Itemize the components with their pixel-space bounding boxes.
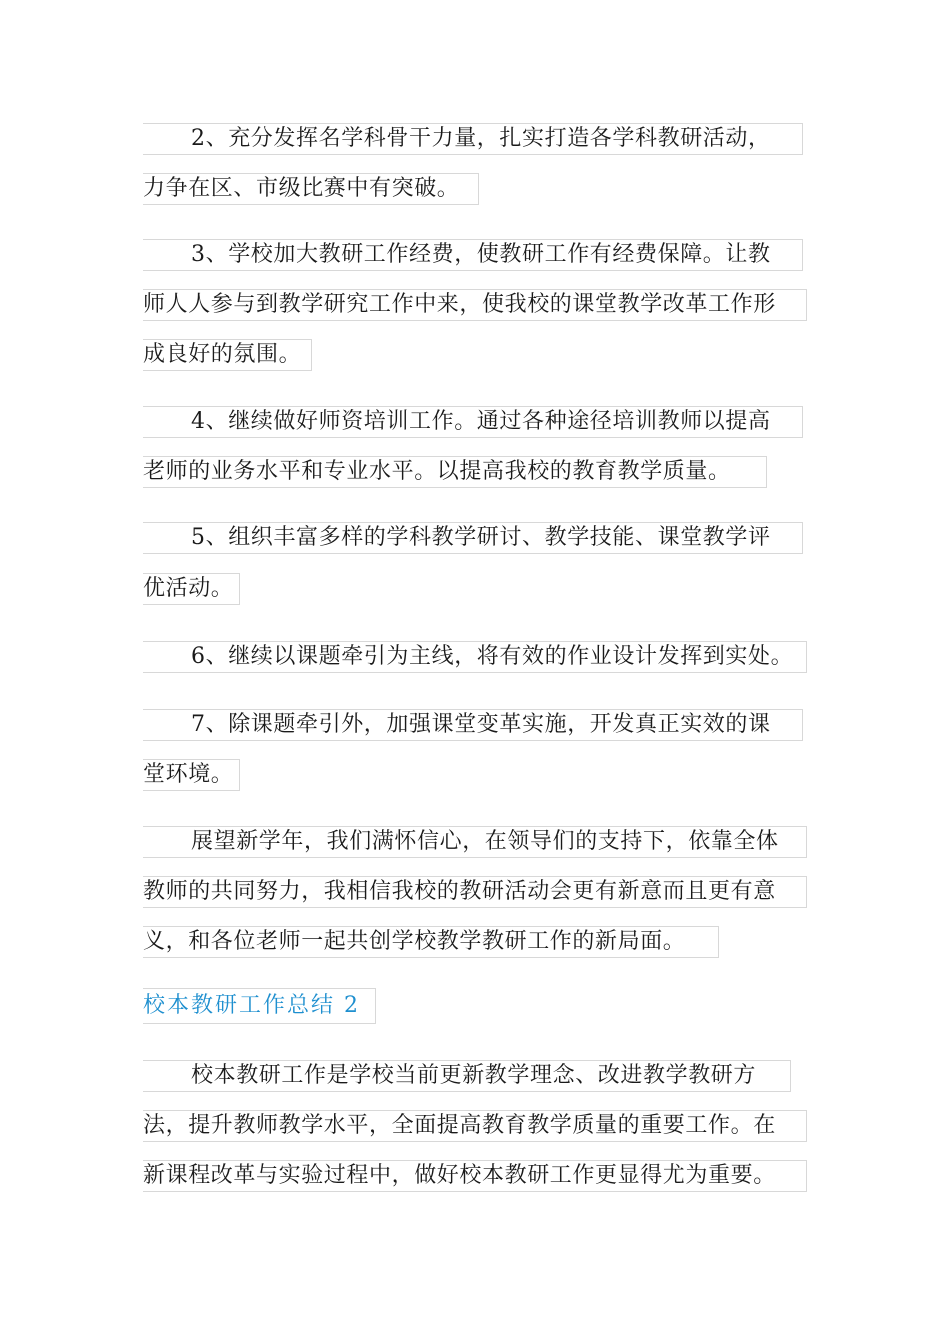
paragraph-5-line-2: 优活动。 (143, 573, 240, 605)
intro-paragraph-line-1: 校本教研工作是学校当前更新教学理念、改进教学教研方 (143, 1060, 791, 1092)
paragraph-5-line-1: 5、组织丰富多样的学科教学研讨、教学技能、课堂教学评 (143, 522, 803, 554)
paragraph-3-line-1: 3、学校加大教研工作经费，使教研工作有经费保障。让教 (143, 239, 803, 271)
paragraph-3-line-3: 成良好的氛围。 (143, 339, 312, 371)
closing-paragraph-line-1: 展望新学年，我们满怀信心，在领导们的支持下，依靠全体 (143, 826, 807, 858)
paragraph-2-line-1: 2、充分发挥名学科骨干力量，扎实打造各学科教研活动， (143, 123, 803, 155)
paragraph-7-line-1: 7、除课题牵引外，加强课堂变革实施，开发真正实效的课 (143, 709, 803, 741)
closing-paragraph-line-2: 教师的共同努力，我相信我校的教研活动会更有新意而且更有意 (143, 876, 807, 908)
paragraph-7-line-2: 堂环境。 (143, 759, 240, 791)
closing-paragraph-line-3: 义，和各位老师一起共创学校教学教研工作的新局面。 (143, 926, 719, 958)
paragraph-4-line-1: 4、继续做好师资培训工作。通过各种途径培训教师以提高 (143, 406, 803, 438)
paragraph-4-line-2: 老师的业务水平和专业水平。以提高我校的教育教学质量。 (143, 456, 767, 488)
paragraph-3-line-2: 师人人参与到教学研究工作中来，使我校的课堂教学改革工作形 (143, 289, 807, 321)
section-heading: 校本教研工作总结 2 (143, 988, 376, 1024)
paragraph-2-line-2: 力争在区、市级比赛中有突破。 (143, 173, 479, 205)
intro-paragraph-line-2: 法，提升教师教学水平，全面提高教育教学质量的重要工作。在 (143, 1110, 807, 1142)
intro-paragraph-line-3: 新课程改革与实验过程中，做好校本教研工作更显得尤为重要。 (143, 1160, 807, 1192)
paragraph-6-line-1: 6、继续以课题牵引为主线，将有效的作业设计发挥到实处。 (143, 641, 807, 673)
